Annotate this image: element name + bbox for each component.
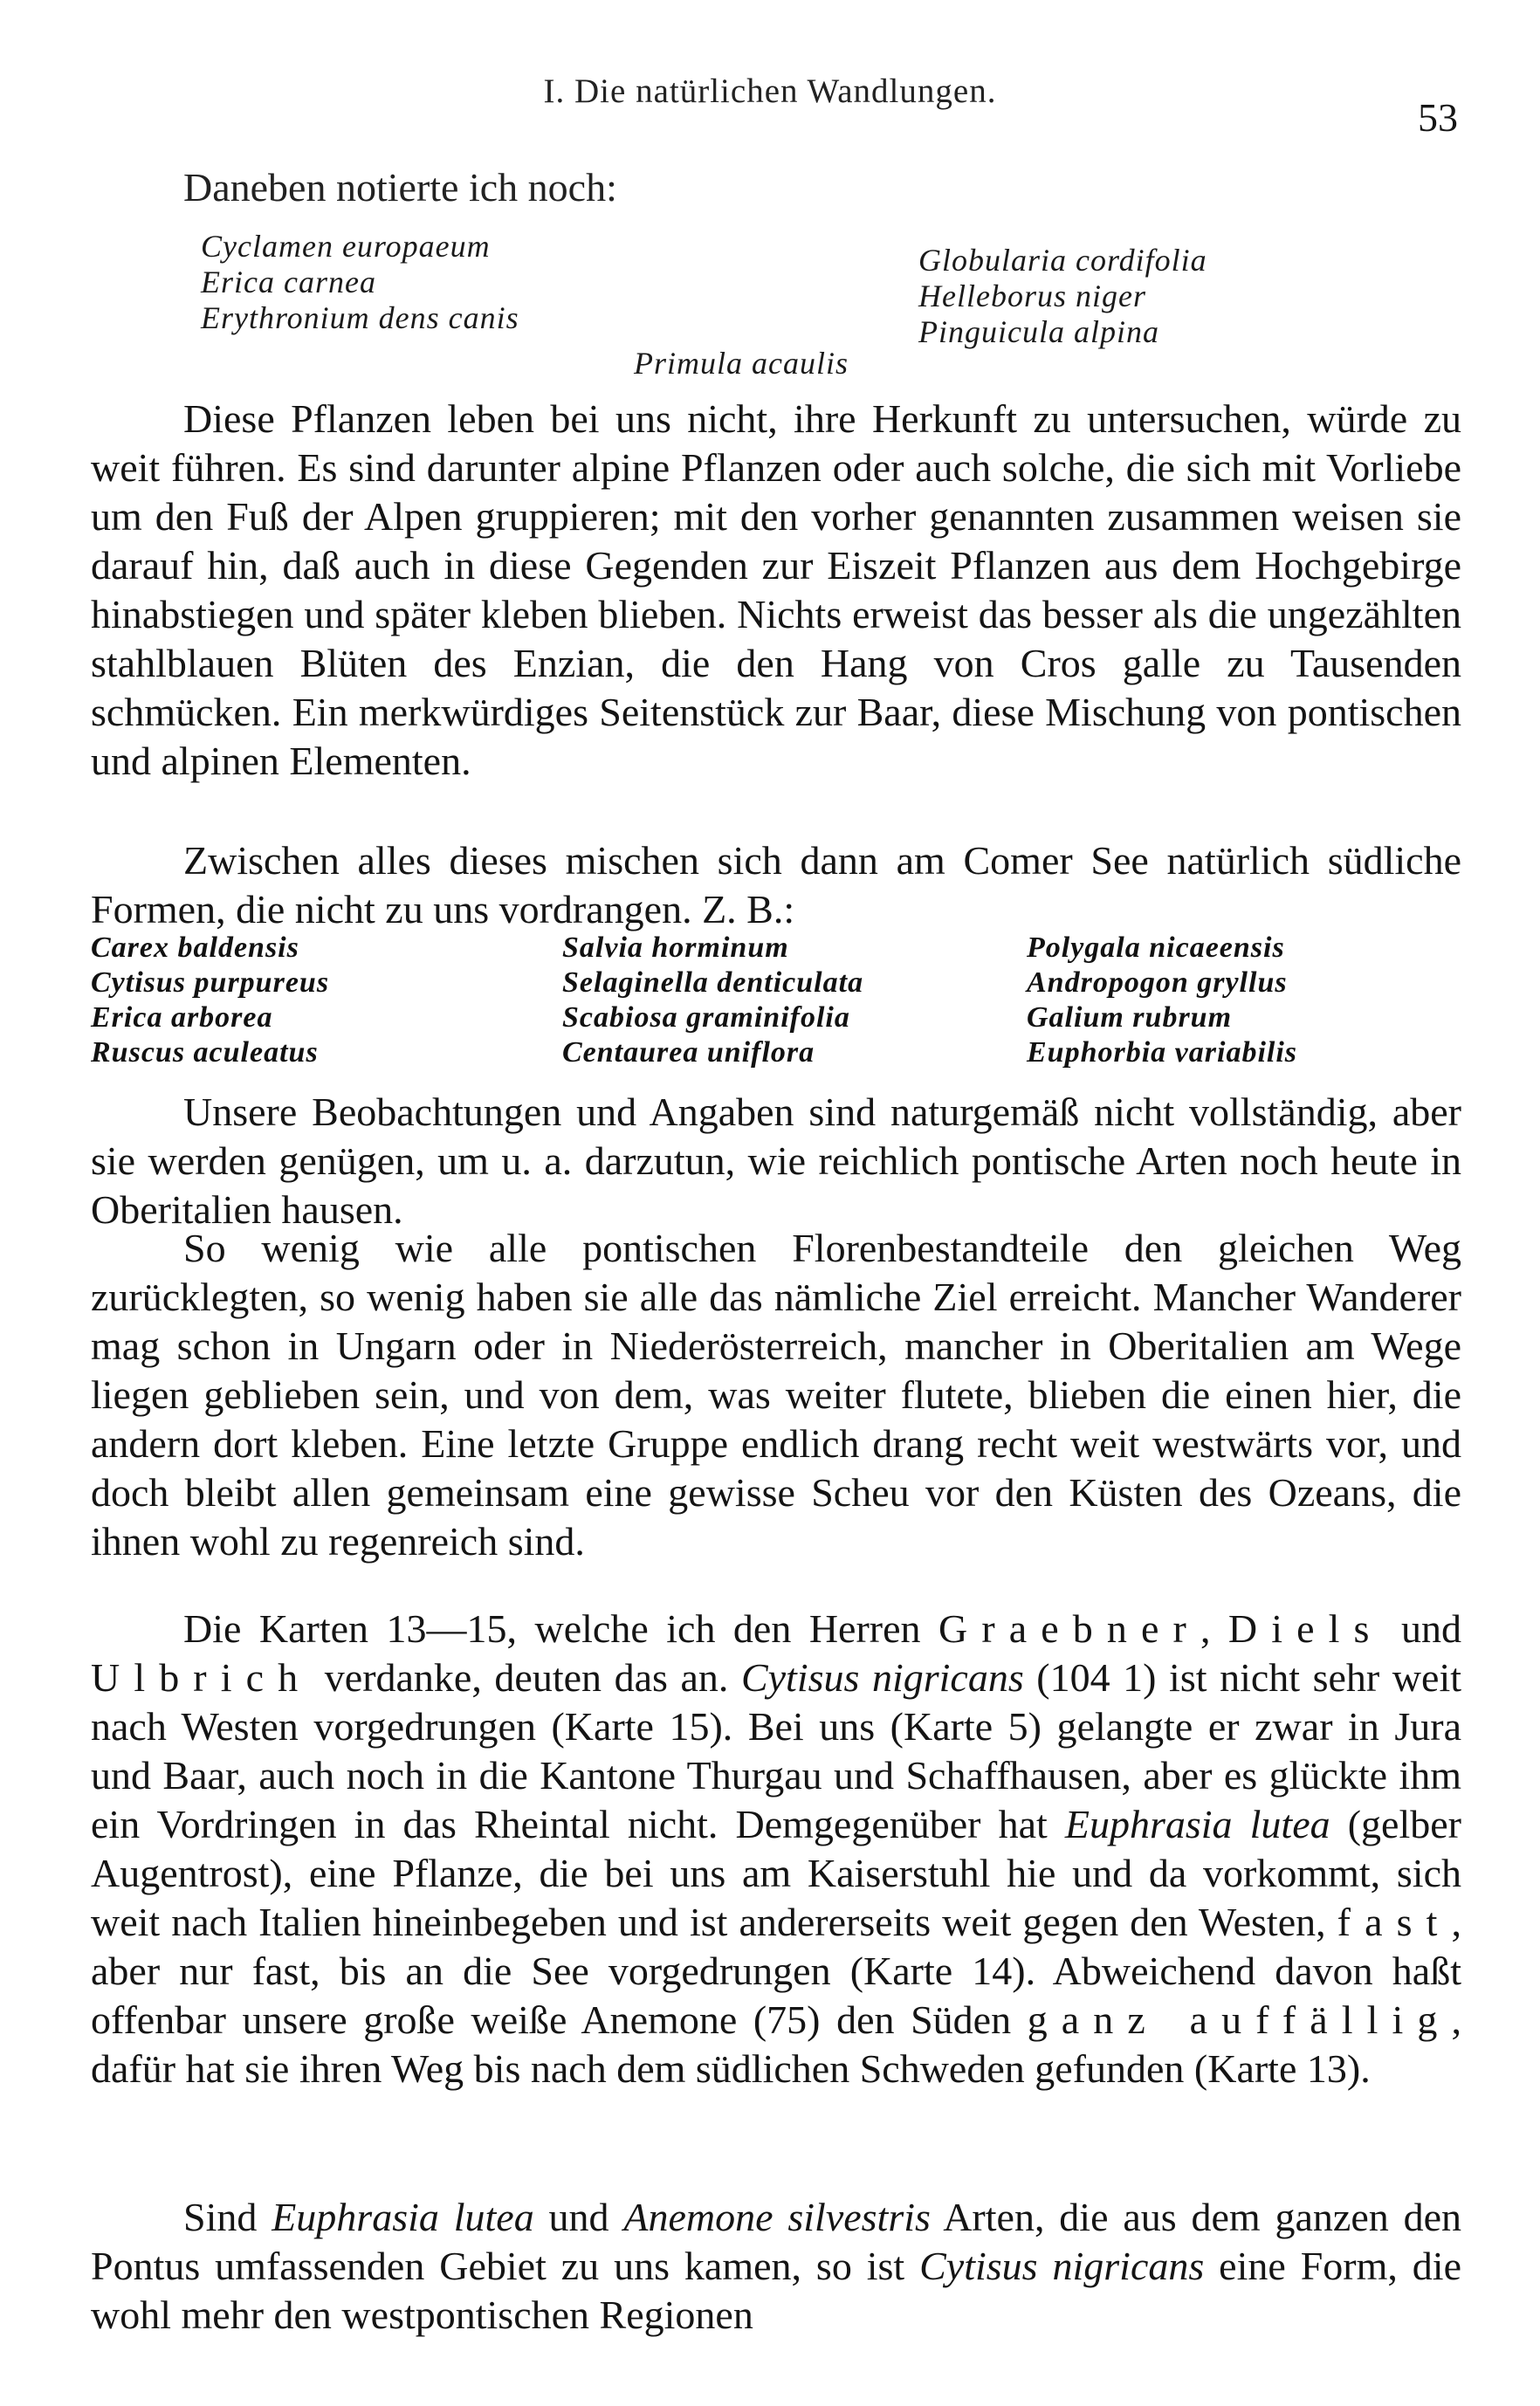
species-name: Cytisus nigricans — [740, 1655, 1024, 1700]
paragraph-5: Die Karten 13—15, welche ich den Herren Graebner, Diels und Ulbrich verdanke, deuten das an. Cytisus nigricans (104 1) ist nicht sehr weit nach Westen vorgedrungen (Karte 15). Bei uns (Karte 5) gelangte er zwar in Jura und Baar, auch noch in die Kantone Thurgau und Schaffhausen, aber es glückte ihm ein Vordringen in das Rheintal nicht. Demgegenüber hat Euphrasia lutea (gelber Augentrost), eine Pflanze, die bei uns am Kaiserstuhl hie und da vorkommt, sich weit nach Italien hineinbegeben und ist andererseits weit gegen den Westen, fast, aber nur fast, bis an die See vorgedrungen (Karte 14). Abweichend davon haßt offenbar unsere große weiße Anemone (75) den Süden ganz auffällig, dafür hat sie ihren Weg bis nach dem südlichen Schweden gefunden (Karte 13). — [91, 1606, 1462, 2091]
species-item: Globularia cordifolia — [918, 243, 1207, 278]
species-name: Euphrasia lutea — [1064, 1802, 1330, 1846]
emphasis: ganz auffällig — [1027, 1997, 1452, 2042]
species-list-2-col1 — [91, 931, 329, 1070]
species-item: Pinguicula alpina — [918, 314, 1159, 349]
paragraph-3: Unsere Beobachtungen und Angaben sind naturgemäß nicht vollständig, aber sie werden genügen, um u. a. darzutun, wie reichlich pontische Arten noch heute in Oberitalien hausen. — [91, 1090, 1461, 1232]
species-item: Carex baldensis — [91, 931, 299, 964]
species-item: Erica arborea — [91, 1001, 273, 1034]
species-list-2-col2 — [562, 931, 863, 1070]
species-name: Euphrasia lutea — [272, 2195, 534, 2239]
species-name: Anemone silvestris — [623, 2195, 931, 2239]
author-name: Ulbrich — [91, 1655, 313, 1700]
paragraph-1: Diese Pflanzen leben bei uns nicht, ihre Herkunft zu untersuchen, würde zu weit führen. Es sind darunter alpine Pflanzen oder auch solche, die sich mit Vorliebe um den Fuß der Alpen gruppieren; mit den vorher genannten zusammen weisen sie darauf hin, daß auch in diese Gegenden zur Eiszeit Pflanzen aus dem Hochgebirge hinabstiegen und später kleben blieben. Nichts erweist das besser als die ungezählten stahlblauen Blüten des Enzian, die den Hang von Cros galle zu Tausenden schmücken. Ein merkwürdiges Seitenstück zur Baar, diese Mischung von pontischen und alpinen Elementen. — [91, 396, 1461, 783]
species-item: Erythronium dens canis — [201, 300, 519, 335]
species-item: Cytisus purpureus — [91, 966, 330, 999]
species-item: Centaurea uniflora — [562, 1036, 815, 1069]
author-name: Graebner — [938, 1606, 1200, 1651]
paragraph-2: Zwischen alles dieses mischen sich dann am Comer See natürlich südliche Formen, die nicht zu uns vordrangen. Z. B.: — [91, 838, 1461, 931]
species-item: Scabiosa graminifolia — [562, 1001, 850, 1034]
species-list-2-col3 — [1027, 931, 1297, 1070]
species-item-primula: Primula acaulis — [634, 346, 849, 381]
running-header: I. Die natürlichen Wandlungen. — [543, 72, 997, 110]
species-item: Salvia horminum — [562, 931, 789, 964]
paragraph-4: So wenig wie alle pontischen Florenbestandteile den gleichen Weg zurücklegten, so wenig haben sie alle das nämliche Ziel erreicht. Mancher Wanderer mag schon in Ungarn oder in Niederösterreich, mancher in Oberitalien am Wege liegen geblieben sein, und von dem, was weiter flutete, blieben die einen hier, die andern dort kleben. Eine letzte Gruppe endlich drang recht weit westwärts vor, und doch bleibt allen gemeinsam eine gewisse Scheu vor den Küsten des Ozeans, die ihnen wohl zu regenreich sind. — [91, 1226, 1461, 1564]
species-item: Erica carnea — [201, 265, 376, 299]
author-name: Diels — [1227, 1606, 1384, 1651]
species-item: Euphorbia variabilis — [1027, 1036, 1298, 1069]
species-list-1-col1 — [201, 229, 519, 336]
intro-line: Daneben notierte ich noch: — [183, 165, 617, 210]
species-list-1-col2 — [918, 243, 1207, 350]
species-item: Cyclamen europaeum — [201, 229, 491, 264]
page-number: 53 — [1418, 95, 1458, 140]
paragraph-6: Sind Euphrasia lutea und Anemone silvestris Arten, die aus dem ganzen den Pontus umfassenden Gebiet zu uns kamen, so ist Cytisus nigricans eine Form, die wohl mehr den westpontischen Regionen — [91, 2195, 1461, 2337]
emphasis: fast — [1337, 1900, 1452, 1944]
species-item: Helleborus niger — [918, 278, 1146, 313]
species-item: Selaginella denticulata — [562, 966, 864, 999]
species-item: Polygala nicaeensis — [1027, 931, 1285, 964]
species-item: Andropogon gryllus — [1027, 966, 1288, 999]
species-item: Ruscus aculeatus — [91, 1036, 319, 1069]
species-name: Cytisus nigricans — [919, 2244, 1205, 2288]
species-item: Galium rubrum — [1027, 1001, 1233, 1034]
